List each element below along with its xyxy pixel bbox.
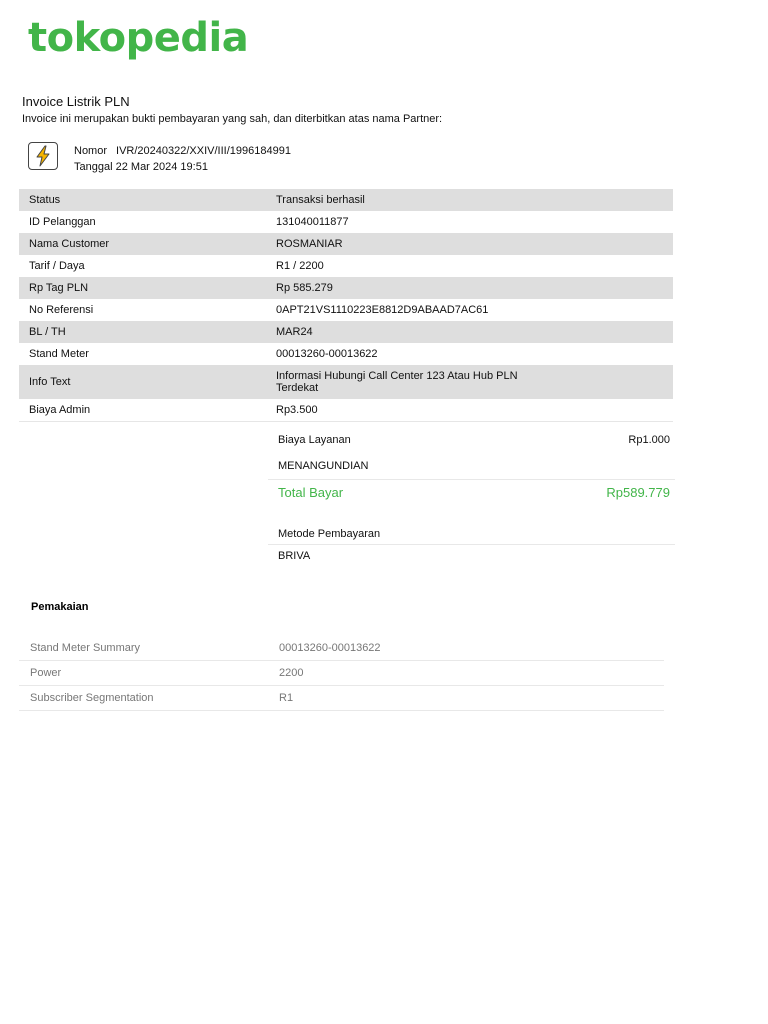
invoice-title: Invoice Listrik PLN	[22, 94, 130, 109]
table-row	[19, 321, 673, 343]
invoice-number-line	[74, 143, 291, 159]
detail-value: 0APT21VS1110223E8812D9ABAAD7AC61	[276, 304, 489, 316]
total-row	[268, 480, 675, 504]
usage-label: Power	[19, 661, 268, 686]
table-row	[19, 636, 664, 661]
promo-code-row	[268, 452, 675, 480]
table-row	[19, 661, 664, 686]
promo-code: MENANGUNDIAN	[278, 459, 369, 472]
usage-label: Subscriber Segmentation	[19, 686, 268, 711]
detail-value: 131040011877	[276, 216, 349, 228]
invoice-date: 22 Mar 2024 19:51	[115, 161, 208, 173]
service-fee-label: Biaya Layanan	[278, 434, 351, 446]
detail-value: Rp 585.279	[266, 277, 673, 299]
usage-table	[19, 636, 664, 711]
detail-label: ID Pelanggan	[29, 216, 96, 228]
transaction-details-table	[19, 189, 673, 422]
usage-value: R1	[268, 686, 664, 711]
table-row	[19, 233, 673, 255]
total-label: Total Bayar	[278, 484, 344, 500]
usage-value: 00013260-00013622	[268, 636, 664, 661]
detail-label: Stand Meter	[29, 348, 89, 360]
detail-label: Rp Tag PLN	[19, 277, 266, 299]
table-row	[19, 686, 664, 711]
detail-value: R1 / 2200	[276, 260, 324, 272]
payment-method-label: Metode Pembayaran	[278, 527, 381, 540]
detail-label: Status	[19, 189, 266, 211]
usage-section-title: Pemakaian	[31, 601, 89, 613]
invoice-number-label: Nomor	[74, 145, 108, 157]
table-row	[19, 189, 673, 211]
invoice-date-line	[74, 159, 291, 175]
table-row	[19, 365, 673, 399]
table-row	[19, 277, 673, 299]
usage-value: 2200	[268, 661, 664, 686]
invoice-subtitle: Invoice ini merupakan bukti pembayaran yang sah, dan diterbitkan atas nama Partner:	[22, 113, 443, 125]
service-fee-value: Rp1.000	[628, 434, 670, 446]
table-row	[19, 299, 673, 321]
usage-label: Stand Meter Summary	[19, 636, 268, 661]
invoice-date-label: Tanggal	[74, 161, 113, 173]
detail-label: Biaya Admin	[19, 399, 266, 422]
payment-method-label-row	[268, 523, 675, 545]
detail-value: 00013260-00013622	[276, 348, 378, 360]
table-row	[19, 211, 673, 233]
tokopedia-logo: tokopedia	[28, 15, 249, 61]
detail-label: BL / TH	[19, 321, 266, 343]
payment-summary	[268, 428, 675, 567]
detail-label: Tarif / Daya	[29, 260, 85, 272]
service-fee-row	[268, 428, 675, 452]
detail-value: Transaksi berhasil	[266, 189, 673, 211]
detail-label: Info Text	[19, 365, 266, 399]
table-row	[19, 343, 673, 365]
detail-value: Rp3.500	[266, 399, 673, 422]
info-text-value: Informasi Hubungi Call Center 123 Atau Hub PLN Terdekat	[276, 370, 518, 394]
table-row	[19, 399, 673, 422]
total-value: Rp589.779	[606, 484, 670, 500]
invoice-meta	[74, 143, 291, 175]
detail-label: Nama Customer	[19, 233, 266, 255]
table-row	[19, 255, 673, 277]
detail-value	[266, 365, 673, 399]
detail-value: ROSMANIAR	[266, 233, 673, 255]
invoice-number: IVR/20240322/XXIV/III/1996184991	[116, 145, 291, 157]
lightning-bolt-icon	[28, 142, 58, 170]
payment-method-value-row	[268, 545, 675, 567]
detail-value: MAR24	[266, 321, 673, 343]
payment-method-value: BRIVA	[278, 550, 311, 562]
detail-label: No Referensi	[29, 304, 94, 316]
